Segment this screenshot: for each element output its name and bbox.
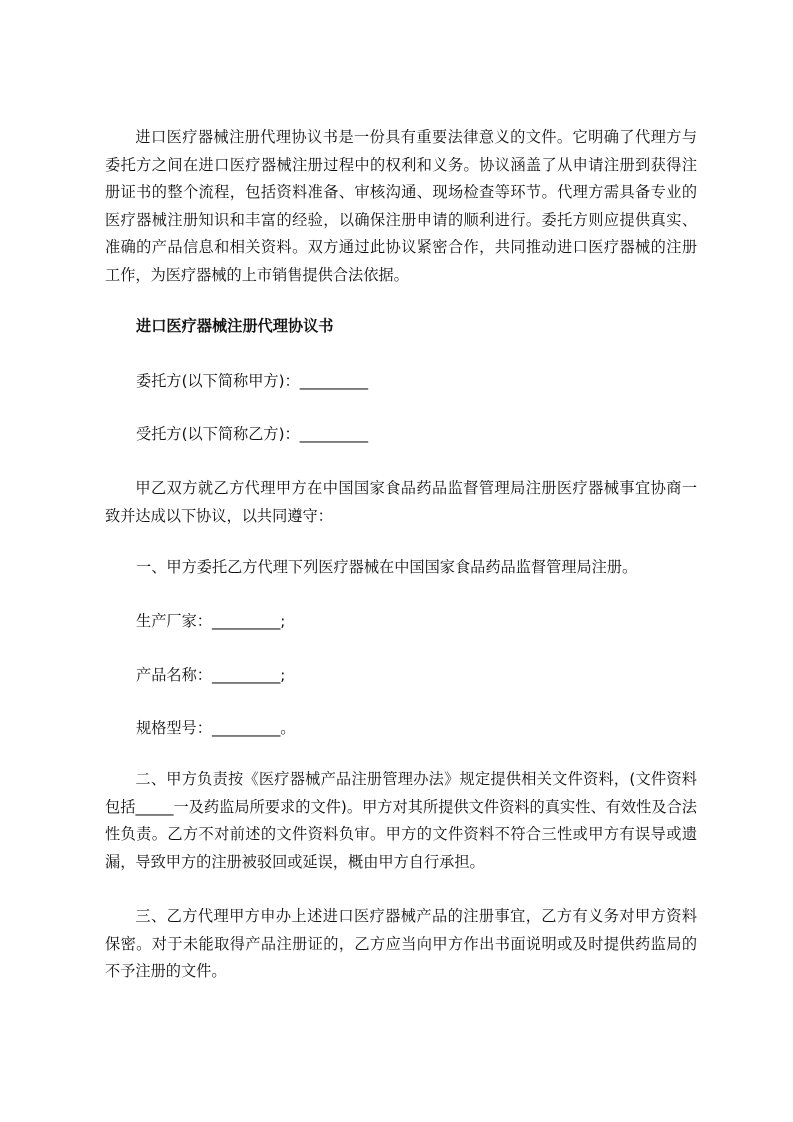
model-line: 规格型号：_________。 xyxy=(136,719,296,737)
clause-3: 三、乙方代理甲方申办上述进口医疗器械产品的注册事宜，乙方有义务对甲方资料保密。对于未能取得产品注册证的，乙方应当向甲方作出书面说明或及时提供药监局的不予注册的文件。 xyxy=(105,907,697,980)
party-a-line: 委托方(以下简称甲方)：_________ xyxy=(136,372,369,390)
clause-1: 一、甲方委托乙方代理下列医疗器械在中国国家食品药品监督管理局注册。 xyxy=(136,558,638,576)
intro-paragraph: 进口医疗器械注册代理协议书是一份具有重要法律意义的文件。它明确了代理方与委托方之间在进口医疗器械注册过程中的权利和义务。协议涵盖了从申请注册到获得注册证书的整个流程，包括资料准备、审核沟通、现场检查等环节。代理方需具备专业的医疗器械注册知识和丰富的经验，以确保注册申请的顺利进行。委托方则应提供真实、准确的产品信息和相关资料。双方通过此协议紧密合作，共同推动进口医疗器械的注册工作，为医疗器械的上市销售提供合法依据。 xyxy=(105,128,697,284)
clause-2: 二、甲方负责按《医疗器械产品注册管理办法》规定提供相关文件资料，(文件资料包括_____一及药监局所要求的文件)。甲方对其所提供文件资料的真实性、有效性及合法性负责。乙方不对前述的文件资料负审。甲方的文件资料不符合三性或甲方有误导或遗漏，导致甲方的注册被驳回或延误，概由甲方自行承担。 xyxy=(105,770,697,871)
preamble-paragraph: 甲乙双方就乙方代理甲方在中国国家食品药品监督管理局注册医疗器械事宜协商一致并达成以下协议，以共同遵守： xyxy=(105,479,697,525)
manufacturer-line: 生产厂家：_________; xyxy=(136,612,286,630)
product-name-line: 产品名称：_________; xyxy=(136,666,286,684)
document-title: 进口医疗器械注册代理协议书 xyxy=(136,317,334,335)
party-b-line: 受托方(以下简称乙方)：_________ xyxy=(136,425,369,443)
